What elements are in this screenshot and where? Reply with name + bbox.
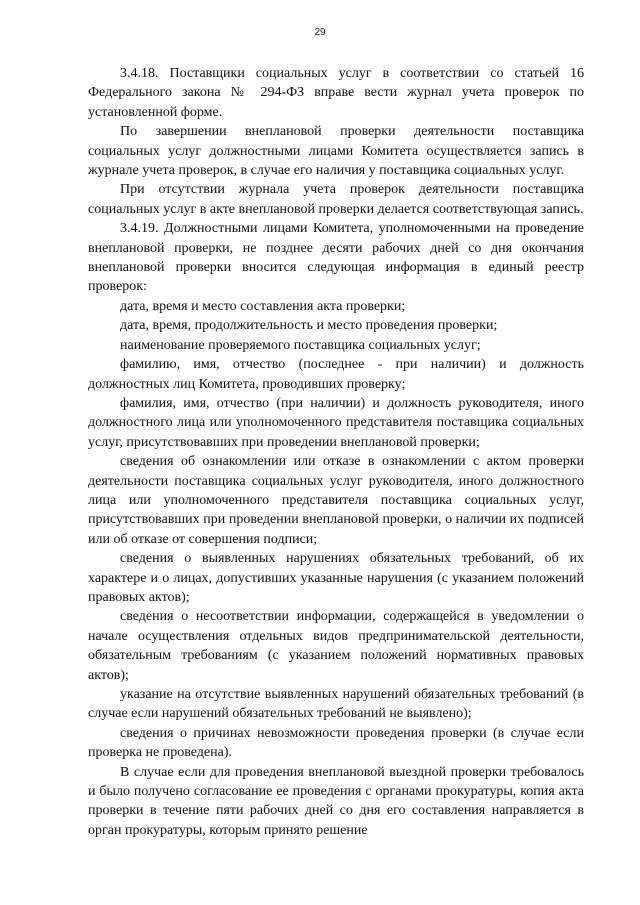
list-item: дата, время, продолжительность и место проведения проверки; [120, 318, 498, 334]
list-item: фамилию, имя, отчество (последнее - при наличии) и должность должностных лиц Комитета, проводивших проверку; [88, 357, 584, 392]
paragraph-no-journal: При отсутствии журнала учета проверок деятельности поставщика социальных услуг в акте внеплановой проверки делается соответствующая запись. [88, 182, 584, 217]
paragraph-journal-entry: По завершении внеплановой проверки деятельности поставщика социальных услуг должностными лицами Комитета осуществляется запись в журнале учета проверок, в случае его наличия у поставщика социальных услуг. [88, 124, 584, 179]
list-item: сведения о причинах невозможности проведения проверки (в случае если проверка не проведена). [88, 725, 584, 761]
list-item: указание на отсутствие выявленных нарушений обязательных требований (в случае если нарушений обязательных требований не выявлено); [88, 687, 584, 722]
list-item: сведения о несоответствии информации, содержащейся в уведомлении о начале осуществления отдельных видов предпринимательской деятельности, обязательным требованиям (с указанием положений нормативных правовых актов); [88, 609, 584, 683]
paragraph-prosecutor-copy: В случае если для проведения внеплановой выездной проверки требовалось и было получено согласование ее проведения с органами прокуратуры, копия акта проверки в течение пяти рабочих дней со дня его составления направляется в орган прокуратуры, которым принято решение [88, 764, 584, 838]
list-item: дата, время и место составления акта проверки; [120, 298, 406, 314]
page-number: 29 [314, 27, 326, 38]
list-item: наименование проверяемого поставщика социальных услуг; [120, 337, 481, 353]
list-item: сведения об ознакомлении или отказе в ознакомлении с актом проверки деятельности поставщика социальных услуг руководителя, иного должностного лица или уполномоченного представителя поставщика социальных услуг, присутствовавших при проведении внеплановой проверки, о наличии их подписей или об отказе от совершения подписи; [88, 454, 584, 547]
list-item: сведения о выявленных нарушениях обязательных требований, об их характере и о лицах, допустивших указанные нарушения (с указанием положений правовых актов); [88, 551, 584, 605]
document-body [88, 64, 584, 840]
paragraph-3-4-19: 3.4.19. Должностными лицами Комитета, уполномоченными на проведение внеплановой проверки, не позднее десяти рабочих дней со дня окончания внеплановой проверки вносится следующая информация в единый реестр проверок: [88, 221, 584, 295]
paragraph-3-4-18: 3.4.18. Поставщики социальных услуг в соответствии со статьей 16 Федерального закона № 294-ФЗ вправе вести журнал учета проверок по установленной форме. [88, 66, 584, 120]
list-item: фамилия, имя, отчество (при наличии) и должность руководителя, иного должностного лица или уполномоченного представителя поставщика социальных услуг, присутствовавших при проведении внеплановой проверки; [88, 395, 584, 450]
